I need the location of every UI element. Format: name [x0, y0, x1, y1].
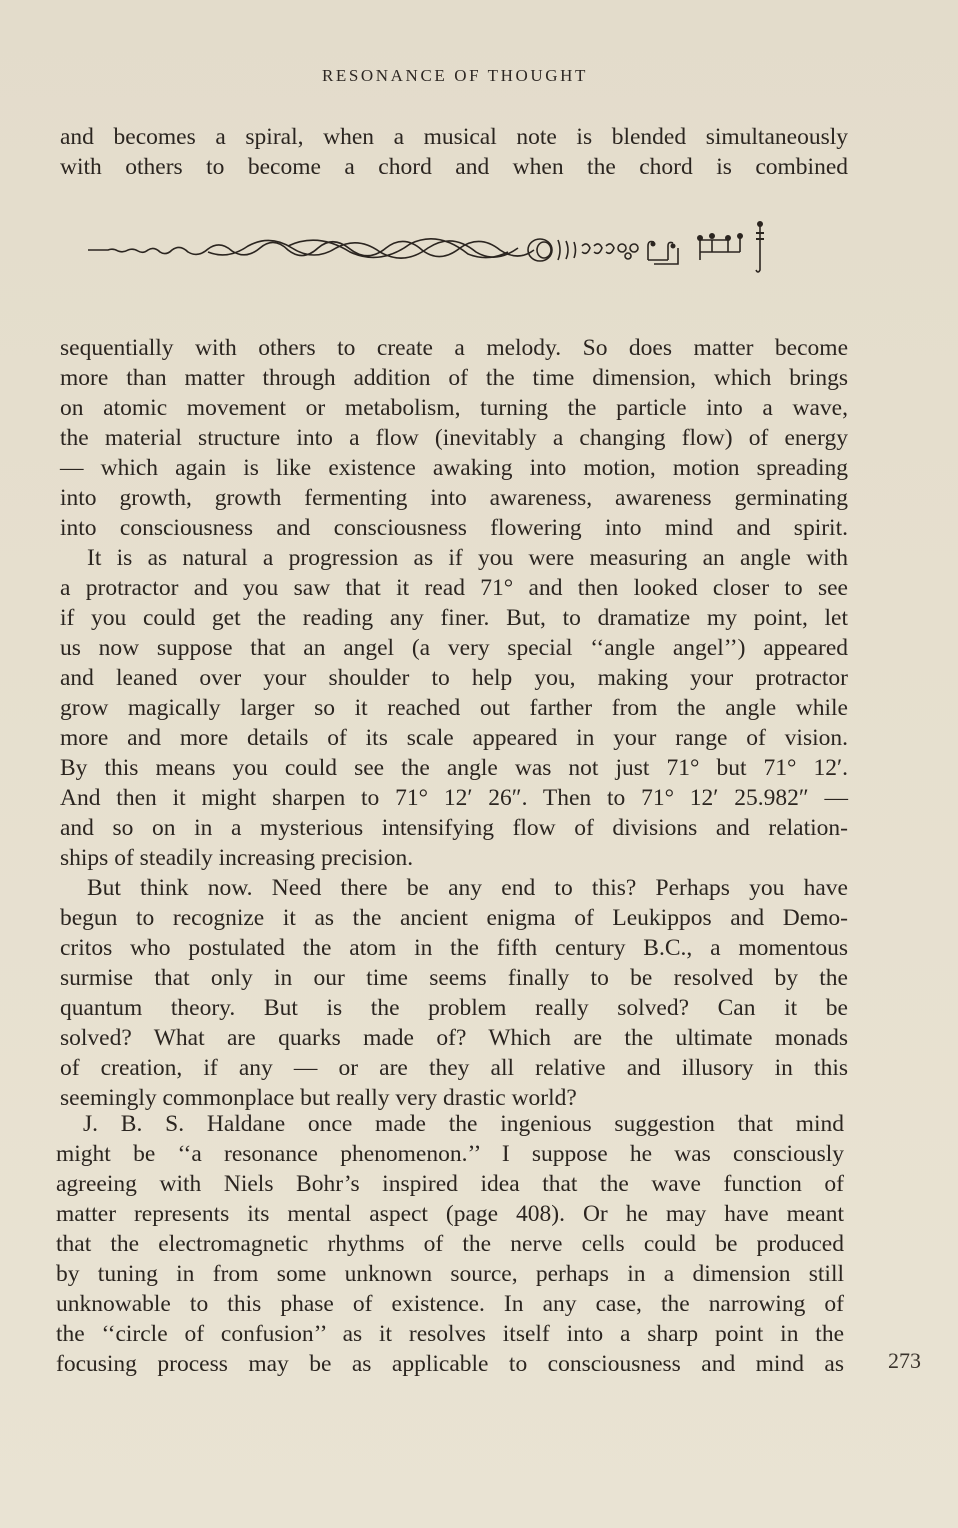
- text-line: and becomes a spiral, when a musical note is blended simultaneously: [60, 124, 848, 150]
- text-line: a protractor and you saw that it read 71° and then looked closer to see: [60, 575, 848, 601]
- page-number: 273: [888, 1348, 921, 1373]
- text-line: into consciousness and consciousness flowering into mind and spirit.: [60, 515, 848, 541]
- text-line: and so on in a mysterious intensifying flow of divisions and relation-: [60, 815, 848, 841]
- text-line: more than matter through addition of the time dimension, which brings: [60, 365, 848, 391]
- text-line: grow magically larger so it reached out farther from the angle while: [60, 695, 848, 721]
- text-line: unknowable to this phase of existence. In any case, the narrowing of: [56, 1291, 844, 1317]
- text-line: on atomic movement or metabolism, turning the particle into a wave,: [60, 395, 848, 421]
- text-line: might be ‘‘a resonance phenomenon.’’ I suppose he was consciously: [56, 1141, 844, 1167]
- running-head: RESONANCE OF THOUGHT: [321, 66, 589, 85]
- text-line: and leaned over your shoulder to help you, making your protractor: [60, 665, 848, 691]
- wave-to-musical-notes-ornament-icon: [88, 218, 818, 278]
- text-block-main: [60, 333, 848, 1113]
- text-line: more and more details of its scale appeared in your range of vision.: [60, 725, 848, 751]
- text-line: solved? What are quarks made of? Which are the ultimate monads: [60, 1025, 848, 1051]
- text-line: that the electromagnetic rhythms of the nerve cells could be produced: [56, 1231, 844, 1257]
- text-line: into growth, growth fermenting into awareness, awareness germinating: [60, 485, 848, 511]
- text-line: And then it might sharpen to 71° 12′ 26″. Then to 71° 12′ 25.982″ —: [60, 785, 848, 811]
- text-line: focusing process may be as applicable to consciousness and mind as: [56, 1351, 844, 1377]
- text-line: agreeing with Niels Bohr’s inspired idea that the wave function of: [56, 1171, 844, 1197]
- text-line: the material structure into a flow (inevitably a changing flow) of energy: [60, 425, 848, 451]
- text-block-top: [60, 122, 848, 182]
- text-line: But think now. Need there be any end to this? Perhaps you have: [87, 875, 848, 901]
- text-line: J. B. S. Haldane once made the ingenious suggestion that mind: [83, 1111, 844, 1137]
- text-line: matter represents its mental aspect (page 408). Or he may have meant: [56, 1201, 844, 1227]
- text-line: begun to recognize it as the ancient enigma of Leukippos and Demo-: [60, 905, 848, 931]
- text-line: sequentially with others to create a melody. So does matter become: [60, 335, 848, 361]
- text-line: with others to become a chord and when the chord is combined: [60, 154, 848, 180]
- text-line: seemingly commonplace but really very drastic world?: [60, 1085, 577, 1111]
- text-line: critos who postulated the atom in the fifth century B.C., a momentous: [60, 935, 848, 961]
- text-line: It is as natural a progression as if you were measuring an angle with: [87, 545, 848, 571]
- text-line: ships of steadily increasing precision.: [60, 845, 414, 871]
- text-line: the ‘‘circle of confusion’’ as it resolves itself into a sharp point in the: [56, 1321, 844, 1347]
- text-line: quantum theory. But is the problem really solved? Can it be: [60, 995, 848, 1021]
- text-line: of creation, if any — or are they all relative and illusory in this: [60, 1055, 848, 1081]
- text-line: By this means you could see the angle was not just 71° but 71° 12′.: [60, 755, 848, 781]
- text-block-end: [56, 1109, 844, 1379]
- text-line: by tuning in from some unknown source, perhaps in a dimension still: [56, 1261, 844, 1287]
- text-line: surmise that only in our time seems finally to be resolved by the: [60, 965, 848, 991]
- text-line: if you could get the reading any finer. But, to dramatize my point, let: [60, 605, 848, 631]
- text-line: — which again is like existence awaking into motion, motion spreading: [60, 455, 848, 481]
- text-line: us now suppose that an angel (a very special ‘‘angle angel’’) appeared: [60, 635, 848, 661]
